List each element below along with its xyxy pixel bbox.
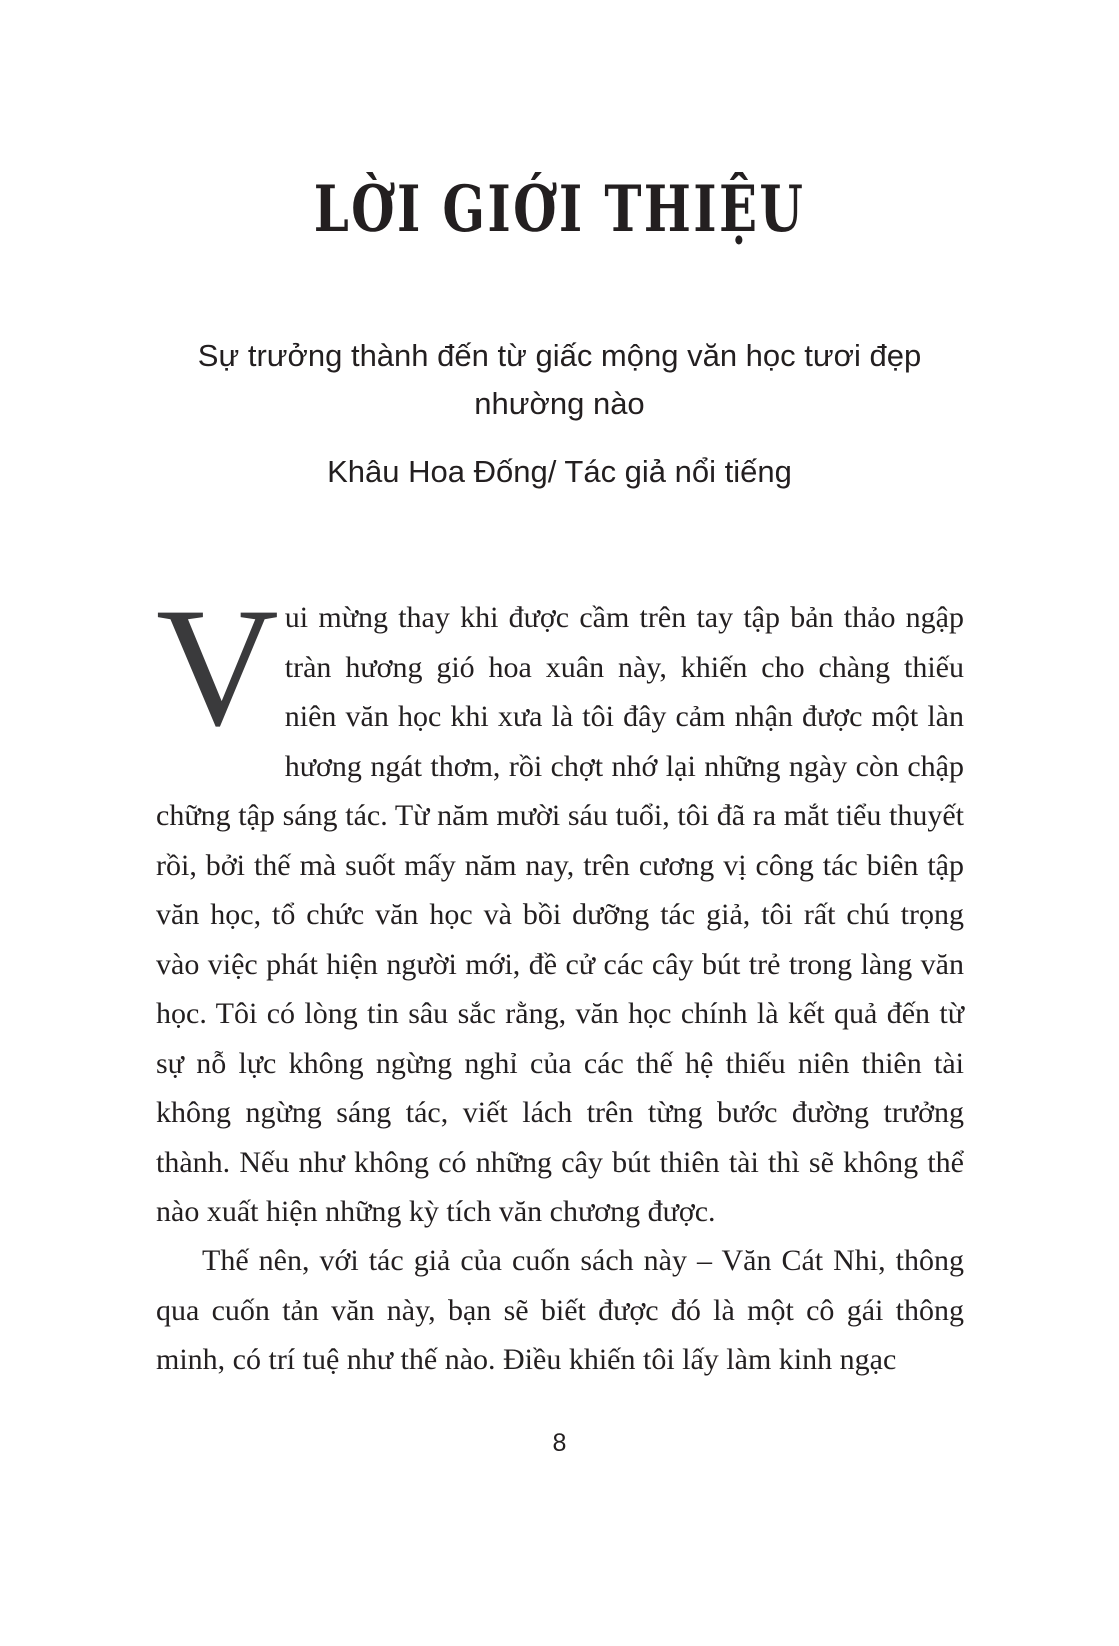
page-title: LỜI GIỚI THIỆU [313,172,806,247]
body-paragraph: Thế nên, với tác giả của cuốn sách này – Văn Cát Nhi, thông qua cuốn tản văn này, bạn sẽ biết được đó là một cô gái thông minh, có trí tuệ như thế nào. Điều khiến tôi lấy làm kinh ngạc [156,1244,964,1376]
epigraph-line: Sự trưởng thành đến từ giấc mộng văn học tươi đẹp [197,338,922,373]
epigraph-line: nhường nào [474,386,645,421]
epigraph [0,332,1119,428]
drop-cap: V [156,573,279,761]
paragraph-text: ui mừng thay khi được cầm trên tay tập bản thảo ngập tràn hương gió hoa xuân này, khiến cho chàng thiếu niên văn học khi xưa là tôi đây cảm nhận được một làn hương ngát thơm, rồi chợt nhớ lại những ngày còn chập chững tập sáng tác. Từ năm mười sáu tuổi, tôi đã ra mắt tiểu thuyết rồi, bởi thế mà suốt mấy năm nay, trên cương vị công tác biên tập văn học, tổ chức văn học và bồi dưỡng tác giả, tôi rất chú trọng vào việc phát hiện người mới, đề cử các cây bút trẻ trong làng văn học. Tôi có lòng tin sâu sắc rằng, văn học chính là kết quả đến từ sự nỗ lực không ngừng nghỉ của các thế hệ thiếu niên thiên tài không ngừng sáng tác, viết lách trên từng bước đường trưởng thành. Nếu như không có những cây bút thiên tài thì sẽ không thể nào xuất hiện những kỳ tích văn chương được. [156,601,964,1228]
epigraph-attribution: Khâu Hoa Đống/ Tác giả nổi tiếng [327,454,792,489]
page-number: 8 [552,1429,567,1457]
body-paragraph [156,573,964,1237]
